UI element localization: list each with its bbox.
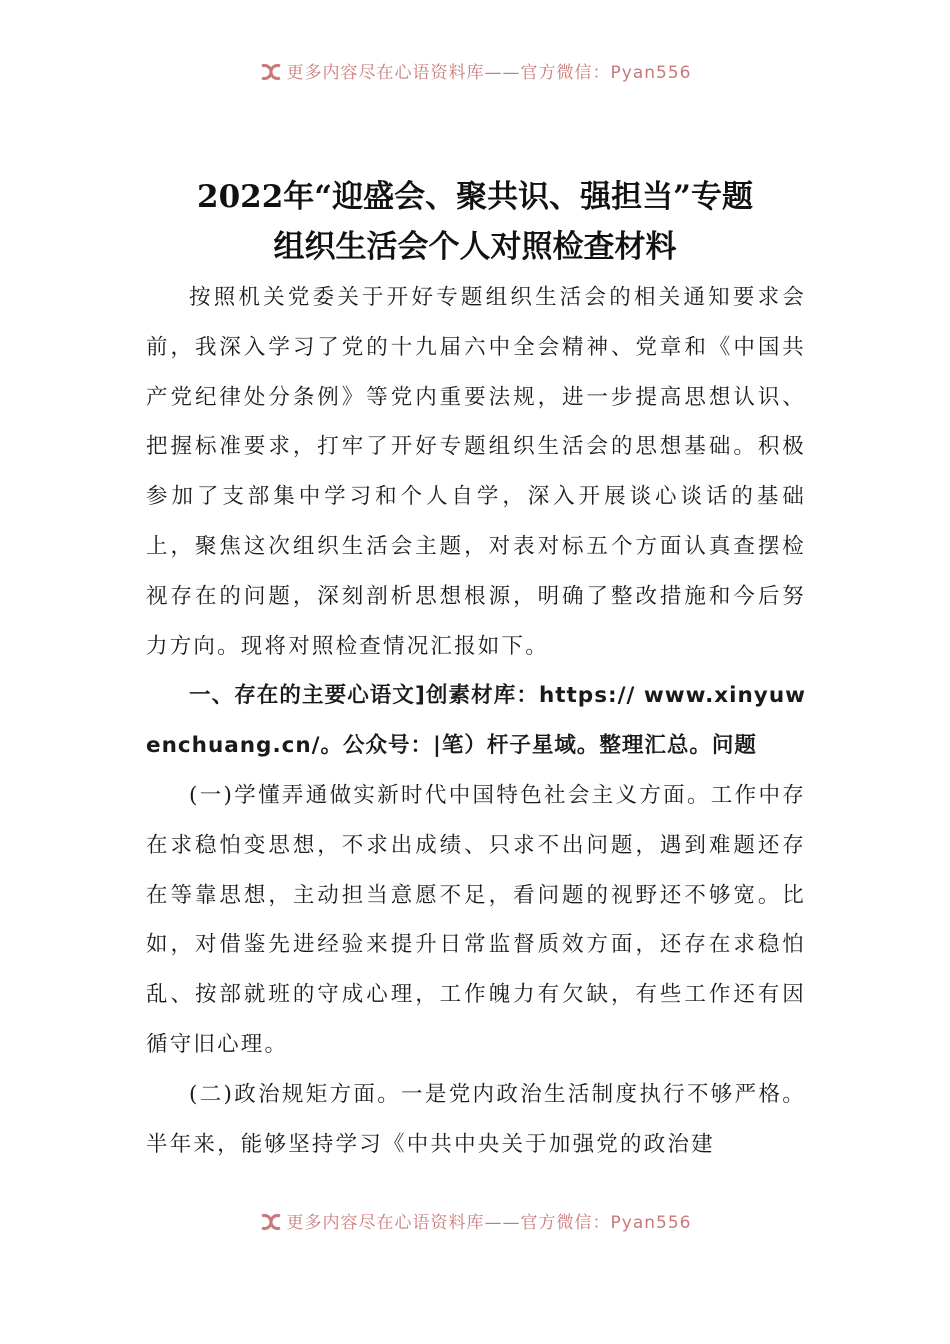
intro-paragraph: 按照机关党委关于开好专题组织生活会的相关通知要求会前，我深入学习了党的十九届六中全会精神、党章和《中国共产党纪律处分条例》等党内重要法规，进一步提高思想认识、把握标准要求，打牢了开好专题组织生活会的思想基础。积极参加了支部集中学习和个人自学，深入开展谈心谈话的基础上，聚焦这次组织生活会主题，对表对标五个方面认真查摆检视存在的问题，深刻剖析思想根源，明确了整改措施和今后努力方向。现将对照检查情况汇报如下。: [146, 285, 806, 659]
watermark-text: 更多内容尽在心语资料库——官方微信：Pyan556: [286, 1213, 692, 1233]
watermark-header: [0, 58, 950, 83]
watermark-text: 更多内容尽在心语资料库——官方微信：Pyan556: [286, 63, 692, 83]
document-title: [145, 172, 805, 272]
document-body: [146, 273, 806, 1169]
library-logo-icon: [259, 1212, 283, 1232]
paragraph-item-1: (一)学懂弄通做实新时代中国特色社会主义方面。工作中存在求稳怕变思想，不求出成绩、只求不出问题，遇到难题还存在等靠思想，主动担当意愿不足，看问题的视野还不够宽。比如，对借鉴先进经验来提升日常监督质效方面，还存在求稳怕乱、按部就班的守成心理，工作魄力有欠缺，有些工作还有因循守旧心理。: [146, 782, 806, 1057]
title-line-2: 组织生活会个人对照检查材料: [273, 229, 677, 265]
title-line-1: 2022年“迎盛会、聚共识、强担当”专题: [197, 179, 753, 215]
library-logo-icon: [259, 62, 283, 82]
paragraph-item-2: (二)政治规矩方面。一是党内政治生活制度执行不够严格。半年来，能够坚持学习《中共中央关于加强党的政治建: [146, 1081, 806, 1157]
section-heading: 一、存在的主要心语文]创素材库：https:// www.xinyuwenchuang.cn/。公众号：|笔）杆子星域。整理汇总。问题: [146, 683, 806, 759]
watermark-footer: [0, 1208, 950, 1233]
